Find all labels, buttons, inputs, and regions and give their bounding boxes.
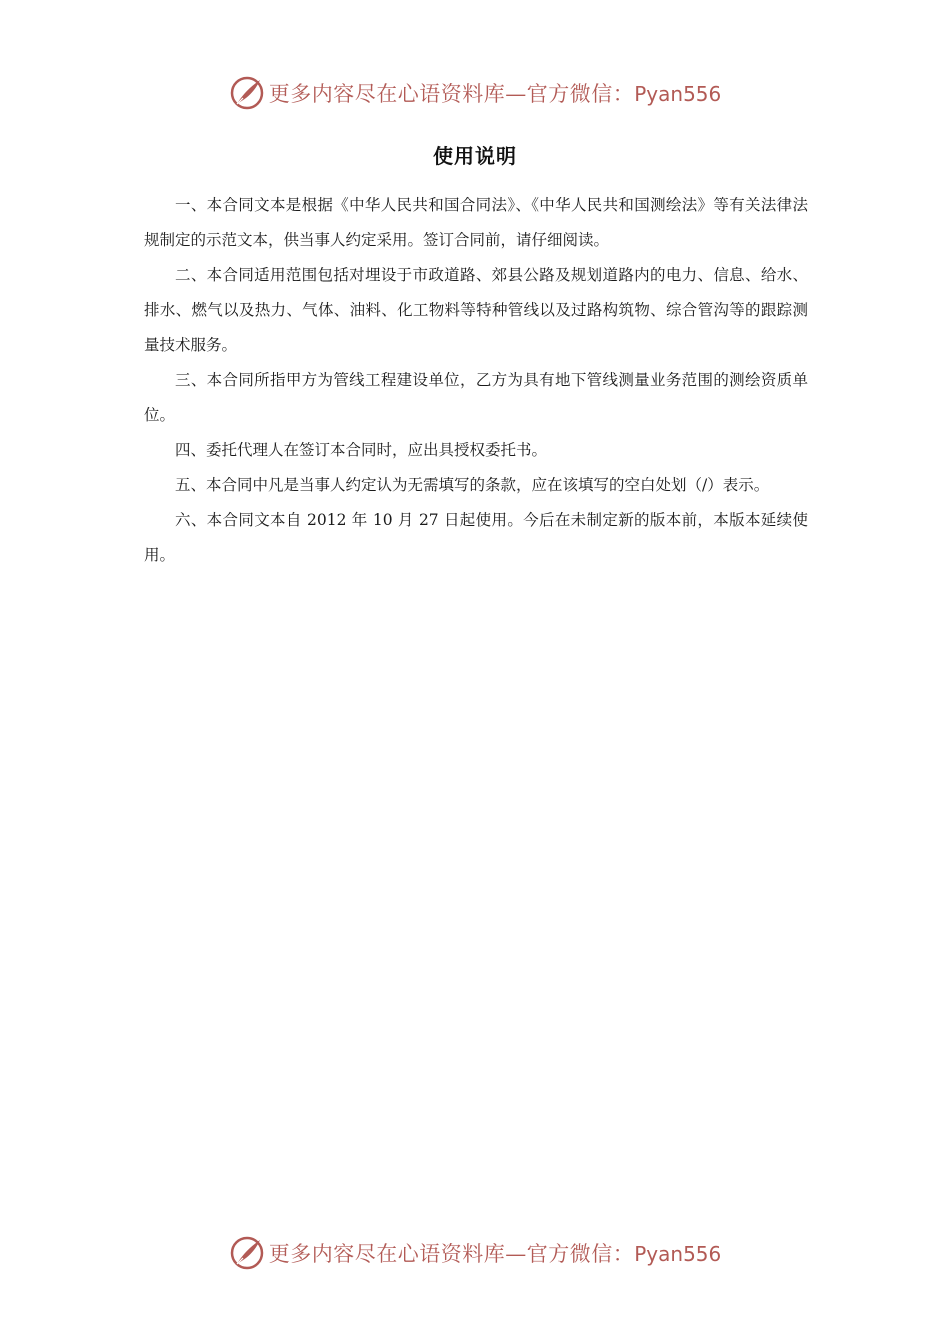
wechat-id: Pyan556 [634,82,722,106]
quill-pen-logo-icon [229,75,265,111]
paragraph-5: 五、本合同中凡是当事人约定认为无需填写的条款，应在该填写的空白处划（/）表示。 [175,476,770,494]
footer-banner [0,1231,950,1275]
paragraph-3: 三、本合同所指甲方为管线工程建设单位，乙方为具有地下管线测量业务范围的测绘资质单位。 [144,371,808,424]
header-banner [0,71,950,115]
wechat-id: Pyan556 [634,1242,722,1266]
paragraph-6: 六、本合同文本自 2012 年 10 月 27 日起使用。今后在未制定新的版本前，本版本延续使用。 [144,511,808,564]
paragraph-2: 二、本合同适用范围包括对埋设于市政道路、郊县公路及规划道路内的电力、信息、给水、排水、燃气以及热力、气体、油料、化工物料等特种管线以及过路构筑物、综合管沟等的跟踪测量技术服务。 [144,266,808,354]
page-title: 使用说明 [433,144,517,168]
paragraph-1: 一、本合同文本是根据《中华人民共和国合同法》、《中华人民共和国测绘法》等有关法律法规制定的示范文本，供当事人约定采用。签订合同前，请仔细阅读。 [144,196,808,249]
quill-pen-logo-icon [229,1235,265,1271]
banner-text: 更多内容尽在心语资料库—官方微信：Pyan556 [268,1242,722,1266]
instructions-body [144,188,808,573]
banner-text: 更多内容尽在心语资料库—官方微信：Pyan556 [268,82,722,106]
paragraph-4: 四、委托代理人在签订本合同时，应出具授权委托书。 [175,441,548,459]
